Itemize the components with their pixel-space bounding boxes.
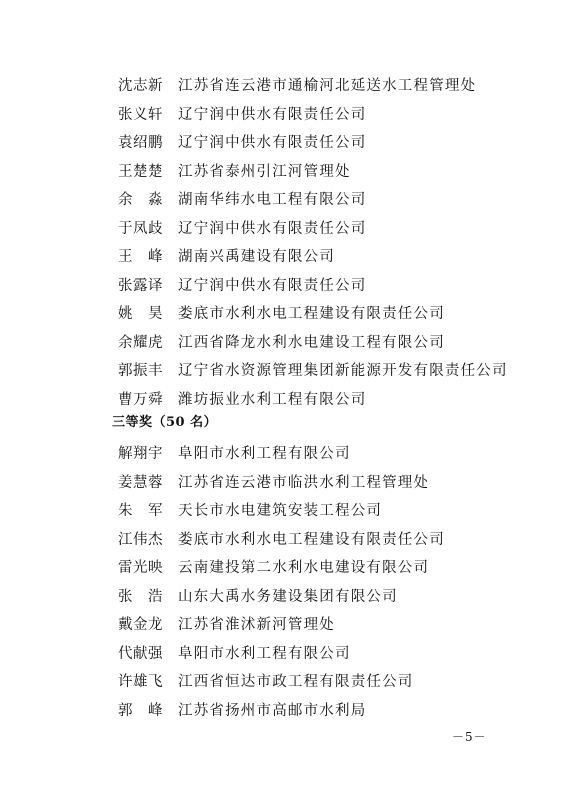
awardee-row xyxy=(0,611,563,640)
awardee-organization: 江苏省淮沭新河管理处 xyxy=(178,617,335,633)
awardee-name: 沈志新 xyxy=(118,78,163,94)
awardee-row xyxy=(0,469,563,498)
awardee-organization: 辽宁润中供水有限责任公司 xyxy=(178,220,367,237)
awardee-name: 王 峰 xyxy=(118,249,163,265)
awardee-row xyxy=(0,186,563,215)
awardee-organization: 湖南兴禹建设有限公司 xyxy=(178,249,335,265)
awardee-name: 余耀虎 xyxy=(118,334,163,351)
awardee-row xyxy=(0,72,563,101)
awardee-organization: 潍坊振业水利工程有限公司 xyxy=(178,391,367,408)
awardee-row xyxy=(0,215,563,244)
section-title-third-prize: 三等奖（50 名） xyxy=(112,415,218,430)
awardee-row xyxy=(0,386,563,415)
awardee-organization: 阜阳市水利工程有限公司 xyxy=(178,645,351,662)
awardee-organization: 江苏省连云港市临洪水利工程管理处 xyxy=(178,474,430,491)
awardee-organization: 湖南华纬水电工程有限公司 xyxy=(178,192,367,208)
awardee-organization: 辽宁润中供水有限责任公司 xyxy=(178,106,367,123)
awardee-row xyxy=(0,272,563,301)
awardee-organization: 江苏省扬州市高邮市水利局 xyxy=(178,702,367,719)
awardee-organization: 云南建投第二水利水电建设有限公司 xyxy=(178,560,430,576)
awardee-name: 王楚楚 xyxy=(118,163,163,180)
awardee-name: 代献强 xyxy=(118,645,163,662)
awardee-organization: 辽宁润中供水有限责任公司 xyxy=(178,135,367,151)
awardee-organization: 辽宁省水资源管理集团新能源开发有限责任公司 xyxy=(178,363,508,379)
awardee-name: 于凤歧 xyxy=(118,220,163,237)
awardee-organization: 阜阳市水利工程有限公司 xyxy=(178,446,351,462)
awardee-organization: 天长市水电建筑安装工程公司 xyxy=(178,503,383,519)
awardee-organization: 娄底市水利水电工程建设有限责任公司 xyxy=(178,531,445,548)
awardee-name: 雷光映 xyxy=(118,560,163,576)
awardee-name: 姚 昊 xyxy=(118,306,163,322)
awardee-name: 曹万舜 xyxy=(118,391,163,408)
awardee-organization: 辽宁润中供水有限责任公司 xyxy=(178,277,367,294)
awardee-name: 郭振丰 xyxy=(118,363,163,379)
awardee-name: 袁绍鹏 xyxy=(118,135,163,151)
awardee-row xyxy=(0,329,563,358)
awardee-row xyxy=(0,243,563,272)
awardee-row xyxy=(0,526,563,555)
awardee-name: 朱 军 xyxy=(118,503,163,519)
awardee-row xyxy=(0,668,563,697)
awardee-row xyxy=(0,583,563,612)
awardee-name: 张义轩 xyxy=(118,106,163,123)
awardee-row xyxy=(0,497,563,526)
awardee-organization: 娄底市水利水电工程建设有限责任公司 xyxy=(178,306,445,322)
awardee-organization: 江苏省泰州引江河管理处 xyxy=(178,163,351,180)
awardee-row xyxy=(0,440,563,469)
awardee-organization: 山东大禹水务建设集团有限公司 xyxy=(178,588,398,605)
award-list-continued xyxy=(0,72,563,414)
awardee-name: 张露译 xyxy=(118,277,163,294)
awardee-row xyxy=(0,158,563,187)
awardee-row xyxy=(0,640,563,669)
awardee-organization: 江苏省连云港市通榆河北延送水工程管理处 xyxy=(178,78,477,94)
page-number: －5－ xyxy=(452,730,487,744)
awardee-name: 郭 峰 xyxy=(118,702,163,719)
awardee-name: 余 淼 xyxy=(118,192,163,208)
awardee-organization: 江西省降龙水利水电建设工程有限公司 xyxy=(178,334,445,351)
awardee-name: 江伟杰 xyxy=(118,531,163,548)
awardee-name: 许雄飞 xyxy=(118,674,163,690)
awardee-name: 戴金龙 xyxy=(118,617,163,633)
awardee-name: 姜慧蓉 xyxy=(118,474,163,491)
awardee-row xyxy=(0,101,563,130)
awardee-row xyxy=(0,554,563,583)
awardee-name: 解翔宇 xyxy=(118,446,163,462)
awardee-row xyxy=(0,697,563,726)
awardee-row xyxy=(0,357,563,386)
awardee-row xyxy=(0,129,563,158)
awardee-organization: 江西省恒达市政工程有限责任公司 xyxy=(178,674,414,690)
awardee-row xyxy=(0,300,563,329)
awardee-name: 张 浩 xyxy=(118,588,163,605)
award-list-third-prize xyxy=(0,440,563,725)
